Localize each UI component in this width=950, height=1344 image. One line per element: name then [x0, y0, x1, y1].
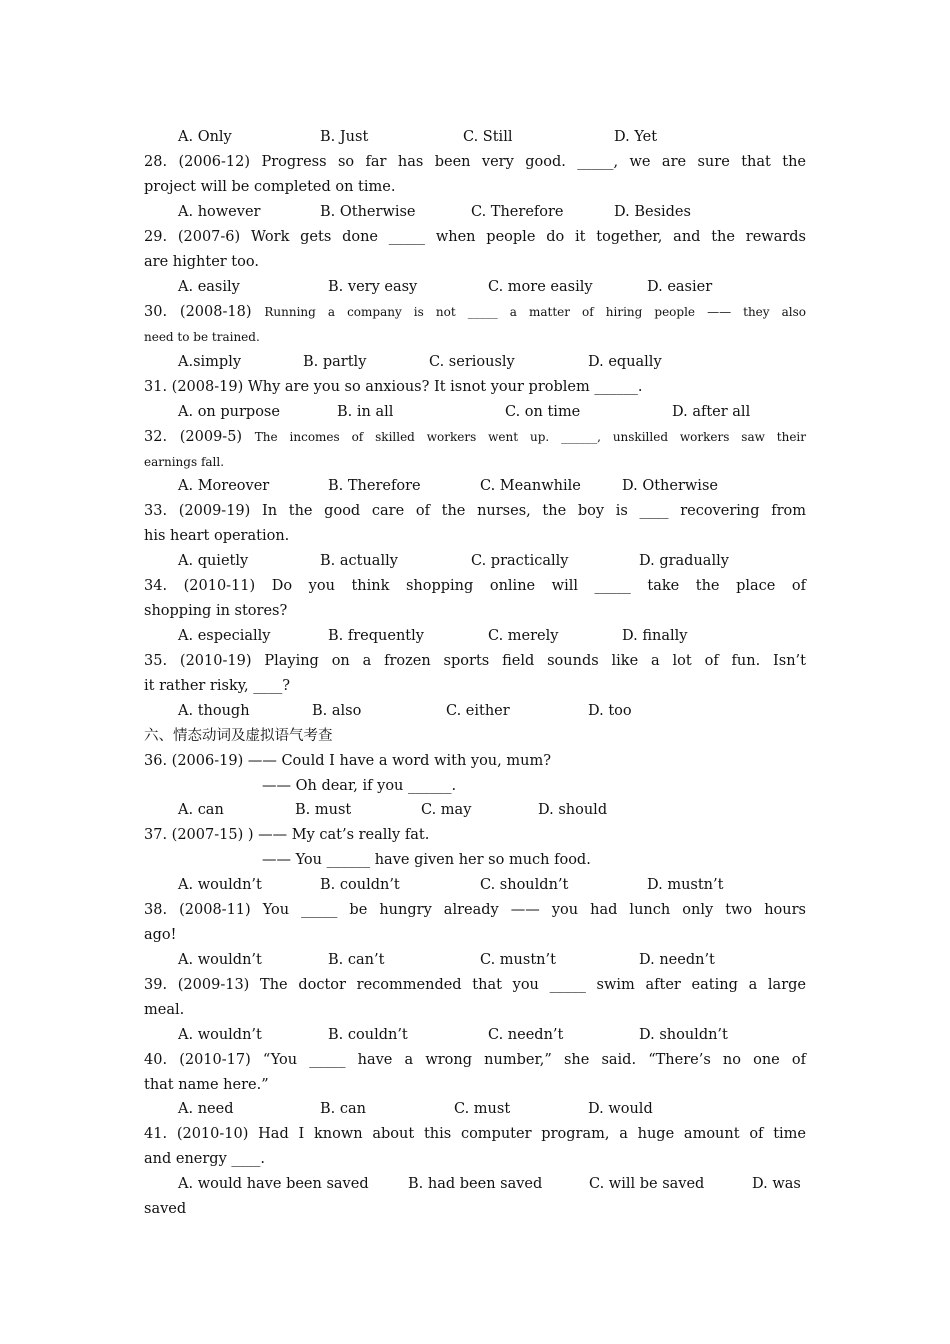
question-31: 31. (2008-19) Why are you so anxious? It isnot your problem ______. — [144, 379, 643, 395]
option-c: C. seriously — [429, 354, 515, 370]
option-b: B. can — [320, 1101, 366, 1117]
question-39-cont: meal. — [144, 1002, 185, 1018]
options-q35 — [144, 699, 806, 724]
options-q32 — [144, 474, 806, 499]
question-41-cont: and energy ____. — [144, 1151, 265, 1167]
question-32 — [144, 425, 806, 450]
option-b: B. couldn’t — [320, 877, 400, 893]
options-q29 — [144, 275, 806, 300]
options-q40 — [144, 1097, 806, 1122]
option-d: D. equally — [588, 354, 662, 370]
options-q41 — [144, 1172, 806, 1197]
option-b: B. couldn’t — [328, 1027, 408, 1043]
options-q38 — [144, 948, 806, 973]
question-34: 34. (2010-11) Do you think shopping online will _____ take the place of — [144, 578, 806, 594]
option-b: B. Otherwise — [320, 204, 416, 220]
question-39: 39. (2009-13) The doctor recommended that you _____ swim after eating a large — [144, 977, 806, 993]
question-36-reply: —— Oh dear, if you ______. — [262, 778, 457, 794]
option-b: B. very easy — [328, 279, 418, 295]
option-a: A. quietly — [178, 553, 249, 569]
option-b: B. frequently — [328, 628, 424, 644]
option-c: C. on time — [505, 404, 581, 420]
question-33: 33. (2009-19) In the good care of the nurses, the boy is ____ recovering from — [144, 503, 806, 519]
question-32-number: 32. (2009-5) — [144, 429, 255, 445]
option-d: D. finally — [622, 628, 688, 644]
question-41: 41. (2010-10) Had I known about this computer program, a huge amount of time — [144, 1126, 806, 1142]
option-c: C. practically — [471, 553, 569, 569]
option-c: C. Still — [463, 129, 513, 145]
option-a: A. however — [178, 204, 261, 220]
question-30 — [144, 300, 806, 325]
option-c: C. more easily — [488, 279, 593, 295]
option-a: A. need — [178, 1101, 234, 1117]
option-b: B. Therefore — [328, 478, 421, 494]
question-29-cont: are highter too. — [144, 254, 259, 270]
question-40: 40. (2010-17) “You _____ have a wrong number,” she said. “There’s no one of — [144, 1052, 806, 1068]
options-q36 — [144, 798, 806, 823]
option-a: A. wouldn’t — [178, 1027, 262, 1043]
option-d: D. too — [588, 703, 632, 719]
question-29: 29. (2007-6) Work gets done _____ when people do it together, and the rewards — [144, 229, 806, 245]
question-41-option-d-cont: saved — [144, 1201, 187, 1217]
option-c: C. mustn’t — [480, 952, 556, 968]
option-a: A. would have been saved — [178, 1176, 369, 1192]
question-35: 35. (2010-19) Playing on a frozen sports field sounds like a lot of fun. Isn’t — [144, 653, 806, 669]
options-q27 — [144, 125, 806, 150]
question-32-cont: earnings fall. — [144, 455, 225, 469]
option-d: D. should — [538, 802, 608, 818]
option-c: C. may — [421, 802, 472, 818]
option-a: A. Only — [178, 129, 232, 145]
option-b: B. Just — [320, 129, 369, 145]
option-c: C. must — [454, 1101, 511, 1117]
question-32-text: The incomes of skilled workers went up. ______, unskilled workers saw their — [254, 430, 807, 444]
option-a: A. though — [178, 703, 250, 719]
option-d: D. gradually — [639, 553, 729, 569]
option-d: D. shouldn’t — [639, 1027, 728, 1043]
question-34-cont: shopping in stores? — [144, 603, 288, 619]
question-38: 38. (2008-11) You _____ be hungry already —— you had lunch only two hours — [144, 902, 806, 918]
option-b: B. can’t — [328, 952, 385, 968]
options-q30 — [144, 350, 806, 375]
option-a: A.simply — [178, 354, 242, 370]
option-b: B. in all — [337, 404, 394, 420]
option-d: D. needn’t — [639, 952, 715, 968]
option-a: A. easily — [178, 279, 240, 295]
question-38-cont: ago! — [144, 927, 177, 943]
question-37-reply: —— You ______ have given her so much food. — [262, 852, 591, 868]
question-30-number: 30. (2008-18) — [144, 304, 265, 320]
option-c: C. shouldn’t — [480, 877, 569, 893]
option-a: A. especially — [178, 628, 271, 644]
option-a: A. can — [178, 802, 224, 818]
option-d: D. easier — [647, 279, 713, 295]
question-30-cont: need to be trained. — [144, 330, 260, 344]
option-c: C. needn’t — [488, 1027, 564, 1043]
option-d: D. was — [752, 1176, 801, 1192]
question-40-cont: that name here.” — [144, 1077, 269, 1093]
options-q31 — [144, 400, 806, 425]
section-heading: 六、情态动词及虚拟语气考查 — [144, 728, 333, 744]
question-28: 28. (2006-12) Progress so far has been very good. _____, we are sure that the — [144, 154, 806, 170]
option-d: D. Otherwise — [622, 478, 718, 494]
option-d: D. Yet — [614, 129, 658, 145]
question-35-cont: it rather risky, ____? — [144, 678, 290, 694]
options-q33 — [144, 549, 806, 574]
options-q34 — [144, 624, 806, 649]
option-a: A. wouldn’t — [178, 877, 262, 893]
option-c: C. will be saved — [589, 1176, 705, 1192]
option-b: B. also — [312, 703, 362, 719]
option-b: B. actually — [320, 553, 398, 569]
option-c: C. Meanwhile — [480, 478, 581, 494]
option-d: D. after all — [672, 404, 751, 420]
options-q39 — [144, 1023, 806, 1048]
question-30-text: Running a company is not _____ a matter of hiring people —— they also — [264, 305, 806, 319]
option-d: D. would — [588, 1101, 653, 1117]
question-28-cont: project will be completed on time. — [144, 179, 396, 195]
option-d: D. Besides — [614, 204, 691, 220]
option-a: A. wouldn’t — [178, 952, 262, 968]
option-b: B. partly — [303, 354, 367, 370]
option-c: C. Therefore — [471, 204, 564, 220]
option-c: C. either — [446, 703, 510, 719]
option-a: A. on purpose — [178, 404, 280, 420]
option-d: D. mustn’t — [647, 877, 724, 893]
option-a: A. Moreover — [178, 478, 270, 494]
options-q37 — [144, 873, 806, 898]
question-36: 36. (2006-19) —— Could I have a word with you, mum? — [144, 753, 551, 769]
options-q28 — [144, 200, 806, 225]
option-c: C. merely — [488, 628, 559, 644]
question-37: 37. (2007-15) ) —— My cat’s really fat. — [144, 827, 430, 843]
option-b: B. must — [295, 802, 352, 818]
question-33-cont: his heart operation. — [144, 528, 290, 544]
option-b: B. had been saved — [408, 1176, 543, 1192]
